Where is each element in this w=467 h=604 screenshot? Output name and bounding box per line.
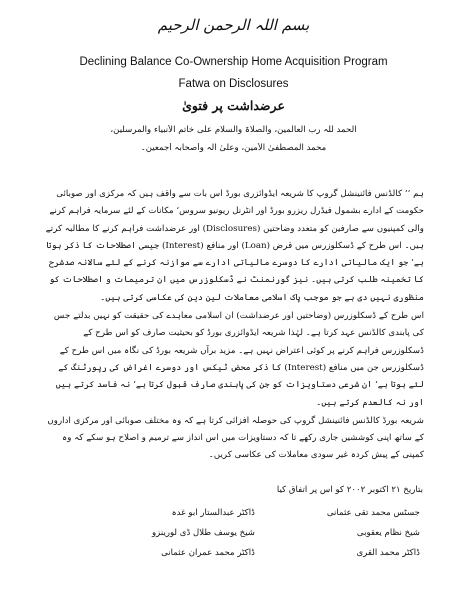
document-subtitle: Fatwa on Disclosures (178, 78, 289, 90)
body-paragraph-1: ہم ’’ کالڈنس فائنینشل گروپ کا شریعہ ایڈوائزری بورڈ اس بات سے واقف ہیں کہ مرکزی اور صوبائی حکومت کے ادارے بشمول فیڈرل ریزرو بورڈ اور انٹرنل ریونیو سروس‘ مکانات کے لئے سرمایہ فراہم کرنے والی کمپنیوں سے صارفین کو متعدد وضاحتیں (Disclosures) اور عرضداشت فراہم کرنے کا مطالبہ کرتے ہیں۔ اس طرح کے ڈسکلوزرس میں قرض (Loan) اور منافع (Interest) جیسی اصطلاحات کا ذکر ہوتا ہے‘ جو ایک مالیاتی ادارے کا دوسرے مالیاتی ادارے سے موازنہ کرنے کے لئے سالانہ صدشرح کا تخمینہ طلب کرتی ہیں۔ نیز گورنمنٹ نے ڈسکلوزرس میں ان ترمیمات و اصطلاحات کو منظوری نہیں دی ہے جو موجب پاک اسلامی معاملات لین دین کی عکاسی کرتی ہیں۔ (45, 189, 424, 303)
urdu-heading: عرضداشت پر فتویٰ (182, 98, 285, 113)
fatwa-body (44, 186, 424, 466)
program-title: Declining Balance Co-Ownership Home Acquisition Program (79, 56, 388, 68)
signatory: جسٹس محمد تقی عثمانی (326, 508, 420, 518)
body-paragraph-3: شریعہ بورڈ کالڈنس فائنینشل گروپ کی حوصلہ افزائی کرتا ہے کہ وہ مختلف صوبائی اور مرکزی اداروں کے ساتھ اپنی کوششیں جاری رکھے تا کہ دستاویزات میں اس انداز سے ترمیم و اصلاح ہو سکے کہ وہ کمپنی کے پیش کردہ غیر سودی معاملات کی عکاسی کریں۔ (47, 415, 424, 461)
signatory: شیخ یوسف طلال ڈی لورینزو (151, 528, 255, 538)
opening-praise-line-1: الحمد للہ رب العالمین، والصلاۃ والسلام علی خاتم الأنبیاء والمرسلین، (110, 125, 357, 135)
signatories-list (120, 508, 420, 558)
opening-praise-line-2: محمد المصطفیٰ الأمین، وعلیٰ آلہ وأصحابہ أجمعین۔ (140, 143, 327, 153)
body-paragraph-2: اس طرح کے ڈسکلوزرس (وضاحتیں اور عرضداشت) ان اسلامی معاہدے کی حقیقت کو نہیں بدلتے جس کی پابندی کالڈنس عہد کرتا ہے۔ لہٰذا شریعہ ایڈوائزری بورڈ کو بحیثیت صارف کو اس طرح کے ڈسکلوزرس فراہم کرنے پر کوئی اعتراض نہیں ہے۔ مزید برآں شریعہ بورڈ کی نگاہ میں اس طرح کے ڈسکلوزرس جن میں منافع (Interest) کا ذکر محض ٹیکس اور دوسرے اغراض کی رپورٹنگ کے لئے ہوتا ہے‘ ان شرعی دستاویزات کو جن کی پابندی صارف قبول کرتا ہے‘ نہ فاسد کرتے ہیں اور نہ کالعدم کرتے ہیں۔ (53, 311, 424, 408)
bismillah-calligraphy: بسم اللہ الرحمن الرحیم (157, 16, 310, 34)
signatory: شیخ نظام یعقوبی (356, 528, 420, 538)
signatory: ڈاکٹر محمد عمران عثمانی (161, 548, 255, 558)
signatory: ڈاکٹر عبدالستار ابو غدہ (171, 508, 255, 518)
signatory: ڈاکٹر محمد القری (356, 548, 420, 558)
agreement-date-line: بتاریخ ۲۱ اکتوبر ۲۰۰۲ کو اس پر اتفاق کیا (276, 485, 423, 495)
